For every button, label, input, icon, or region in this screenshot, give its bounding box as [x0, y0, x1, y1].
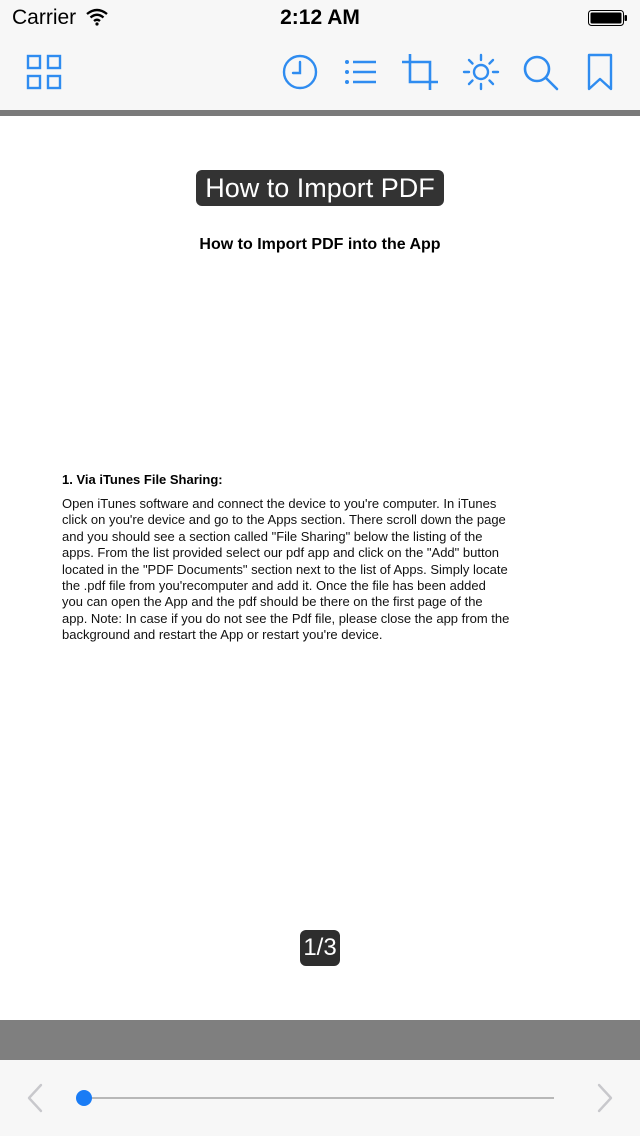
page-slider[interactable]	[84, 1097, 554, 1099]
previous-page-icon[interactable]	[22, 1082, 48, 1114]
battery-icon	[588, 10, 628, 26]
search-icon[interactable]	[520, 52, 560, 92]
document-body	[62, 496, 592, 644]
bottom-divider	[0, 1020, 640, 1060]
brightness-icon[interactable]	[461, 52, 501, 92]
carrier-label: Carrier	[12, 6, 77, 29]
slider-thumb[interactable]	[76, 1090, 92, 1106]
body-line: click on you're device and go to the Apps section. There scroll down the page	[62, 512, 506, 528]
history-icon[interactable]	[280, 52, 320, 92]
clock: 2:12 AM	[280, 6, 360, 29]
body-line: Open iTunes software and connect the device to you're computer. In iTunes	[62, 496, 497, 511]
next-page-icon[interactable]	[592, 1082, 618, 1114]
body-line: app. Note: In case if you do not see the Pdf file, please close the app from the	[62, 610, 510, 626]
toolbar	[0, 36, 640, 110]
document-subtitle: How to Import PDF into the App	[199, 236, 441, 253]
document-title: How to Import PDF	[196, 170, 444, 206]
body-line: the .pdf file from you'recomputer and add it. Once the file has been added	[62, 578, 486, 594]
crop-icon[interactable]	[400, 52, 440, 92]
page-indicator: 1/3	[300, 930, 340, 966]
body-line: located in the "PDF Documents" section next to the list of Apps. Simply locate	[62, 561, 508, 577]
grid-icon[interactable]	[24, 52, 64, 92]
bookmark-icon[interactable]	[580, 52, 620, 92]
section-heading: 1. Via iTunes File Sharing:	[62, 472, 223, 487]
body-line: you can open the App and the pdf should be there on the first page of the	[62, 594, 483, 610]
body-line: background and restart the App or restart you're device.	[62, 627, 383, 643]
status-bar	[0, 0, 640, 36]
list-icon[interactable]	[340, 52, 380, 92]
page-slider-bar	[0, 1060, 640, 1136]
body-line: apps. From the list provided select our pdf app and click on the "Add" button	[62, 545, 500, 561]
body-line: and you should see a section called "File Sharing" below the listing of the	[62, 528, 483, 544]
